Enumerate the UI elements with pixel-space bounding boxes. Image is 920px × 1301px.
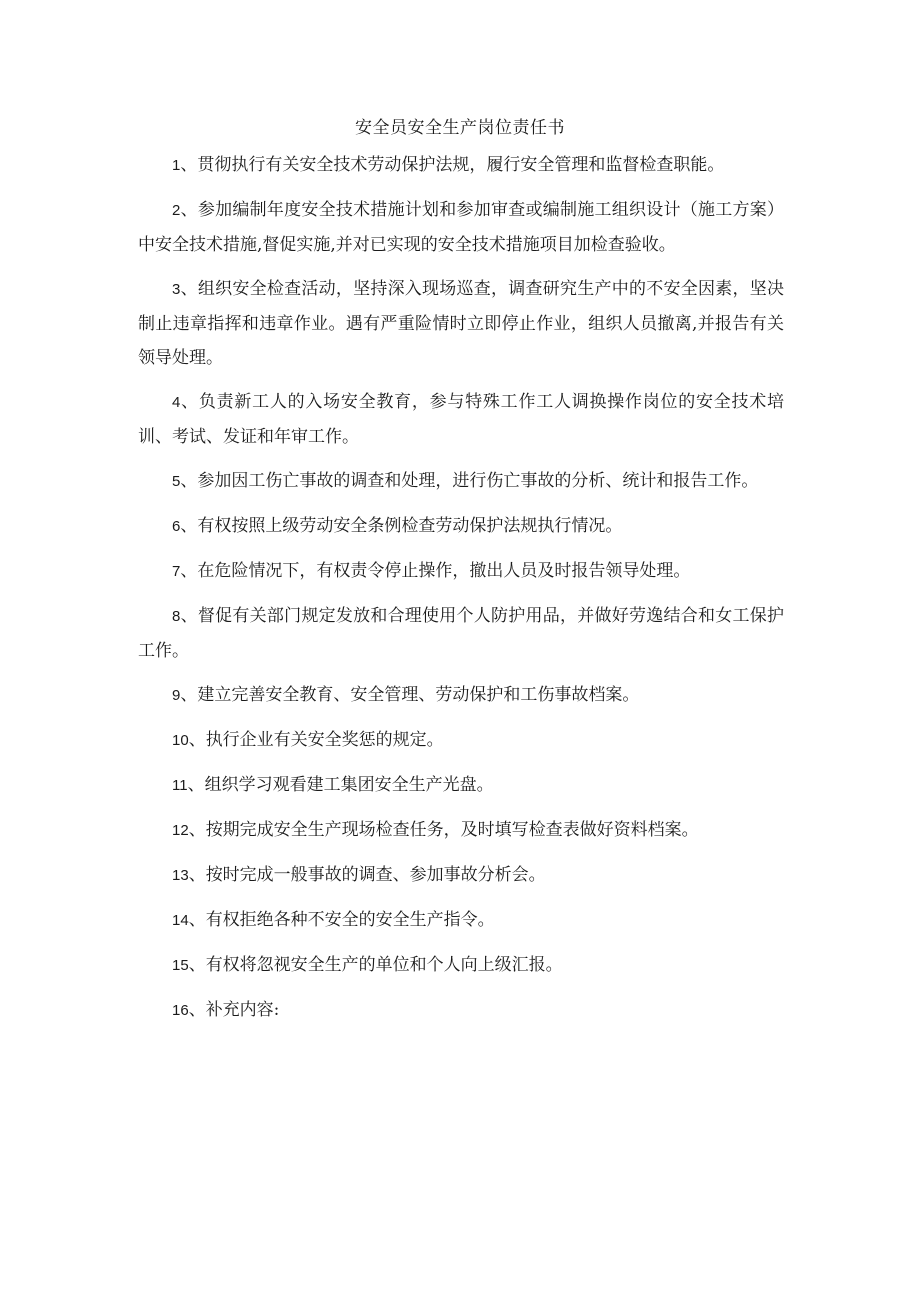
item-separator: 、 <box>188 1000 206 1020</box>
item-text: 在危险情况下，有权责令停止操作，撤出人员及时报告领导处理。 <box>197 561 691 581</box>
item-text: 有权将忽视安全生产的单位和个人向上级汇报。 <box>205 955 563 975</box>
item-separator: 、 <box>180 516 198 536</box>
document-title: 安全员安全生产岗位责任书 <box>355 118 565 138</box>
item-number: 16 <box>172 1002 189 1019</box>
list-item <box>138 148 784 183</box>
list-item <box>138 272 784 375</box>
item-number: 4 <box>172 394 181 411</box>
item-number: 11 <box>172 777 188 794</box>
item-separator: 、 <box>180 279 198 299</box>
document-body <box>138 148 784 1038</box>
item-separator: 、 <box>180 561 198 581</box>
item-number: 13 <box>172 867 189 884</box>
list-item <box>138 385 784 454</box>
item-number: 9 <box>172 687 181 704</box>
item-separator: 、 <box>187 775 205 795</box>
list-item <box>138 193 784 262</box>
list-item <box>138 723 784 758</box>
list-item <box>138 903 784 938</box>
item-separator: 、 <box>180 606 198 626</box>
list-item <box>138 509 784 544</box>
item-text: 组织学习观看建工集团安全生产光盘。 <box>204 775 494 795</box>
list-item <box>138 554 784 589</box>
item-number: 8 <box>172 608 181 625</box>
list-item <box>138 678 784 713</box>
item-separator: 、 <box>180 471 198 491</box>
item-number: 6 <box>172 518 181 535</box>
item-number: 2 <box>172 202 181 219</box>
item-text: 贯彻执行有关安全技术劳动保护法规，履行安全管理和监督检查职能。 <box>197 155 725 175</box>
item-number: 10 <box>172 732 189 749</box>
list-item <box>138 813 784 848</box>
list-item <box>138 858 784 893</box>
item-number: 1 <box>172 157 181 174</box>
item-number: 5 <box>172 473 181 490</box>
list-item <box>138 993 784 1028</box>
item-text: 按期完成安全生产现场检查任务，及时填写检查表做好资料档案。 <box>205 820 699 840</box>
item-number: 12 <box>172 822 189 839</box>
item-text: 按时完成一般事故的调查、参加事故分析会。 <box>205 865 546 885</box>
list-item <box>138 464 784 499</box>
item-text: 执行企业有关安全奖惩的规定。 <box>205 730 444 750</box>
item-text: 补充内容: <box>205 1000 280 1020</box>
list-item <box>138 948 784 983</box>
item-separator: 、 <box>180 392 199 412</box>
item-separator: 、 <box>188 865 206 885</box>
item-text: 有权按照上级劳动安全条例检查劳动保护法规执行情况。 <box>197 516 623 536</box>
item-text: 参加编制年度安全技术措施计划和参加审查或编制施工组织设计（施工方案）中安全技术措施,督促实施,并对已实现的安全技术措施项目加检查验收。 <box>138 200 785 255</box>
item-number: 14 <box>172 912 189 929</box>
item-number: 3 <box>172 281 181 298</box>
item-number: 7 <box>172 563 181 580</box>
item-separator: 、 <box>188 955 206 975</box>
item-separator: 、 <box>180 200 198 220</box>
item-separator: 、 <box>180 155 198 175</box>
list-item <box>138 768 784 803</box>
item-text: 负责新工人的入场安全教育，参与特殊工作工人调换操作岗位的安全技术培训、考试、发证和年审工作。 <box>138 392 785 447</box>
item-text: 有权拒绝各种不安全的安全生产指令。 <box>205 910 495 930</box>
item-text: 组织安全检查活动，坚持深入现场巡查，调查研究生产中的不安全因素，坚决制止违章指挥和违章作业。遇有严重险情时立即停止作业，组织人员撤离,并报告有关领导处理。 <box>138 279 785 368</box>
item-separator: 、 <box>188 820 206 840</box>
item-separator: 、 <box>188 910 206 930</box>
item-separator: 、 <box>180 685 198 705</box>
list-item <box>138 599 784 668</box>
item-text: 参加因工伤亡事故的调查和处理，进行伤亡事故的分析、统计和报告工作。 <box>197 471 759 491</box>
item-separator: 、 <box>188 730 206 750</box>
item-text: 建立完善安全教育、安全管理、劳动保护和工伤事故档案。 <box>197 685 640 705</box>
item-text: 督促有关部门规定发放和合理使用个人防护用品，并做好劳逸结合和女工保护工作。 <box>138 606 785 661</box>
item-number: 15 <box>172 957 189 974</box>
